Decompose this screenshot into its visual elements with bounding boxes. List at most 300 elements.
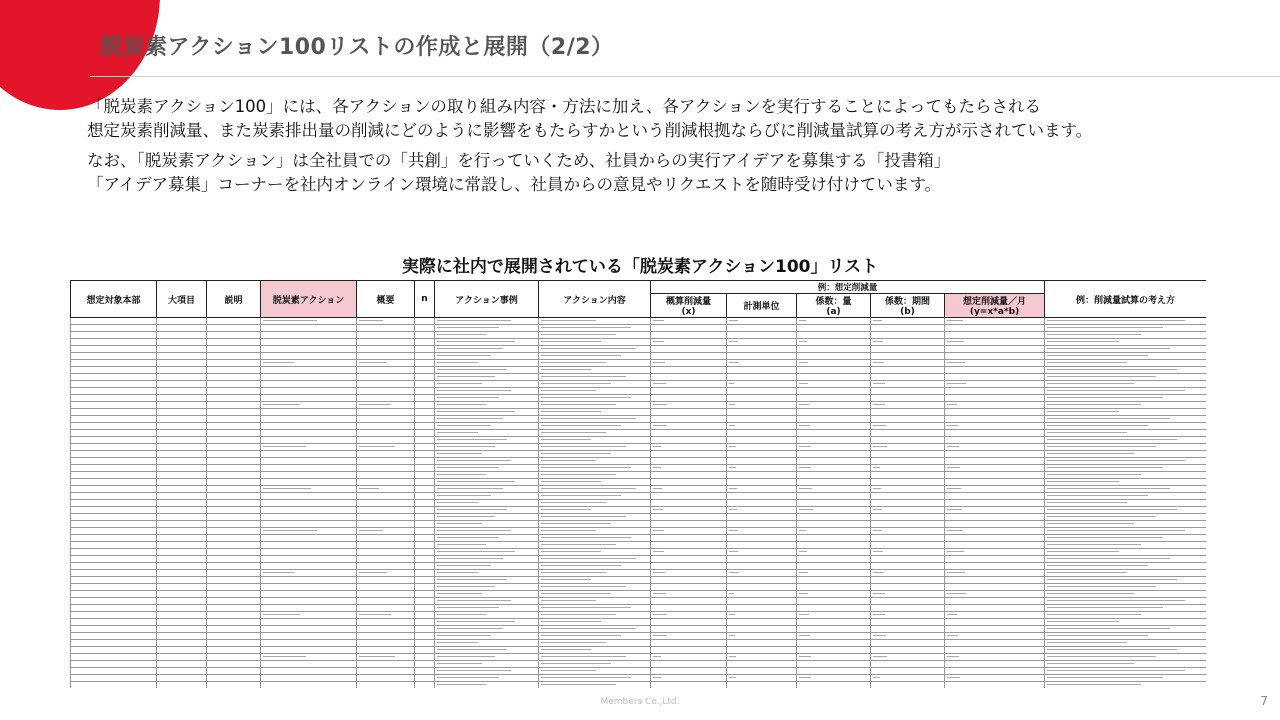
cell-text-placeholder (541, 509, 591, 510)
table-cell (415, 416, 435, 423)
table-cell (945, 675, 1045, 682)
cell-text-placeholder (1047, 572, 1127, 573)
table-cell (797, 367, 871, 374)
cell-text-placeholder (437, 432, 478, 433)
table-cell (207, 577, 261, 584)
cell-text-placeholder (541, 649, 591, 650)
table-row (71, 479, 1207, 486)
table-cell (727, 374, 797, 381)
cell-text-placeholder (799, 572, 808, 573)
table-row (71, 647, 1207, 654)
table-cell (157, 451, 207, 458)
cell-text-placeholder (799, 488, 812, 489)
header-calc-line2: (x) (681, 307, 696, 317)
table-cell (157, 339, 207, 346)
cell-text-placeholder (653, 593, 666, 594)
table-cell (797, 465, 871, 472)
table-cell (357, 360, 415, 367)
table-cell (261, 514, 357, 521)
table-cell (435, 598, 539, 605)
table-cell (207, 451, 261, 458)
table-cell (651, 451, 727, 458)
table-cell (945, 374, 1045, 381)
table-cell (415, 682, 435, 689)
cell-text-placeholder (437, 446, 495, 447)
header-coef-a (797, 294, 871, 318)
table-row (71, 626, 1207, 633)
cell-text-placeholder (541, 600, 596, 601)
table-cell (945, 633, 1045, 640)
cell-text-placeholder (1047, 474, 1141, 475)
table-cell (539, 360, 651, 367)
cell-text-placeholder (263, 614, 300, 615)
table-cell (357, 325, 415, 332)
table-cell (71, 514, 157, 521)
cell-text-placeholder (437, 670, 511, 671)
table-cell (539, 479, 651, 486)
table-cell (71, 458, 157, 465)
table-cell (797, 423, 871, 430)
table-cell (945, 325, 1045, 332)
table-cell (435, 640, 539, 647)
table-cell (945, 423, 1045, 430)
table-cell (797, 451, 871, 458)
header-major: 大項目 (157, 281, 207, 318)
cell-text-placeholder (947, 488, 961, 489)
table-cell (651, 570, 727, 577)
table-cell (945, 605, 1045, 612)
cell-text-placeholder (1047, 516, 1156, 517)
table-cell (157, 528, 207, 535)
table-cell (539, 416, 651, 423)
cell-text-placeholder (437, 453, 482, 454)
cell-text-placeholder (947, 320, 963, 321)
table-cell (945, 493, 1045, 500)
table-cell (651, 465, 727, 472)
table-cell (357, 647, 415, 654)
table-cell (435, 668, 539, 675)
table-cell (207, 682, 261, 689)
cell-text-placeholder (437, 656, 495, 657)
table-cell (71, 507, 157, 514)
cell-text-placeholder (799, 635, 810, 636)
table-cell (727, 360, 797, 367)
cell-text-placeholder (1047, 509, 1177, 510)
table-cell (71, 675, 157, 682)
table-cell (945, 486, 1045, 493)
cell-text-placeholder (873, 320, 882, 321)
table-cell (871, 682, 945, 689)
table-cell (871, 381, 945, 388)
table-cell (871, 493, 945, 500)
table-cell (945, 332, 1045, 339)
table-cell (415, 430, 435, 437)
table-cell (651, 493, 727, 500)
table-cell (1045, 647, 1206, 654)
table-cell (261, 675, 357, 682)
table-cell (539, 521, 651, 528)
cell-text-placeholder (947, 677, 960, 678)
table-cell (797, 388, 871, 395)
table-cell (357, 458, 415, 465)
table-cell (539, 528, 651, 535)
table-cell (435, 563, 539, 570)
table-cell (207, 479, 261, 486)
table-cell (261, 612, 357, 619)
table-cell (797, 472, 871, 479)
table-cell (945, 465, 1045, 472)
cell-text-placeholder (541, 348, 636, 349)
table-cell (1045, 451, 1206, 458)
cell-text-placeholder (873, 488, 881, 489)
table-cell (651, 339, 727, 346)
table-cell (207, 605, 261, 612)
table-cell (207, 535, 261, 542)
table-cell (727, 654, 797, 661)
table-cell (797, 633, 871, 640)
table-cell (415, 388, 435, 395)
table-cell (1045, 675, 1206, 682)
table-row (71, 528, 1207, 535)
cell-text-placeholder (799, 551, 807, 552)
table-cell (1045, 654, 1206, 661)
table-cell (157, 640, 207, 647)
table-cell (797, 325, 871, 332)
table-cell (797, 640, 871, 647)
table-cell (871, 437, 945, 444)
table-cell (651, 381, 727, 388)
cell-text-placeholder (799, 656, 811, 657)
table-cell (261, 528, 357, 535)
table-cell (797, 500, 871, 507)
table-cell (71, 577, 157, 584)
table-cell (435, 402, 539, 409)
cell-text-placeholder (799, 593, 808, 594)
table-cell (727, 423, 797, 430)
table-cell (207, 514, 261, 521)
table-row (71, 318, 1207, 325)
table-cell (945, 514, 1045, 521)
table-cell (539, 325, 651, 332)
cell-text-placeholder (653, 572, 665, 573)
cell-text-placeholder (1047, 502, 1127, 503)
cell-text-placeholder (437, 397, 499, 398)
table-cell (435, 556, 539, 563)
cell-text-placeholder (947, 425, 958, 426)
table-cell (797, 528, 871, 535)
table-cell (945, 430, 1045, 437)
cell-text-placeholder (541, 677, 631, 678)
header-basis: 例：削減量試算の考え方 (1045, 281, 1206, 318)
table-cell (727, 619, 797, 626)
table-cell (357, 661, 415, 668)
table-cell (157, 486, 207, 493)
table-cell (1045, 437, 1206, 444)
cell-text-placeholder (1047, 558, 1170, 559)
table-cell (207, 654, 261, 661)
table-cell (871, 647, 945, 654)
action-list-body (71, 318, 1207, 689)
cell-text-placeholder (1047, 404, 1141, 405)
table-cell (651, 395, 727, 402)
table-cell (435, 584, 539, 591)
cell-text-placeholder (947, 551, 964, 552)
table-cell (261, 591, 357, 598)
table-cell (727, 402, 797, 409)
cell-text-placeholder (541, 516, 626, 517)
table-row (71, 542, 1207, 549)
table-cell (651, 640, 727, 647)
table-cell (261, 633, 357, 640)
table-cell (945, 458, 1045, 465)
table-cell (71, 465, 157, 472)
table-cell (207, 549, 261, 556)
cell-text-placeholder (437, 425, 491, 426)
table-cell (651, 409, 727, 416)
table-cell (651, 346, 727, 353)
table-cell (415, 346, 435, 353)
cell-text-placeholder (1047, 656, 1156, 657)
cell-text-placeholder (541, 565, 621, 566)
table-cell (871, 486, 945, 493)
table-cell (71, 367, 157, 374)
table-cell (415, 367, 435, 374)
table-cell (157, 577, 207, 584)
cell-text-placeholder (947, 341, 964, 342)
table-cell (871, 374, 945, 381)
cell-text-placeholder (359, 320, 383, 321)
cell-text-placeholder (263, 404, 300, 405)
table-cell (539, 381, 651, 388)
cell-text-placeholder (653, 677, 661, 678)
table-cell (797, 682, 871, 689)
cell-text-placeholder (873, 341, 883, 342)
table-cell (261, 556, 357, 563)
table-cell (157, 388, 207, 395)
cell-text-placeholder (541, 474, 616, 475)
table-cell (1045, 668, 1206, 675)
cell-text-placeholder (437, 572, 478, 573)
cell-text-placeholder (1047, 327, 1163, 328)
table-cell (797, 577, 871, 584)
cell-text-placeholder (947, 446, 959, 447)
table-cell (207, 563, 261, 570)
table-cell (945, 360, 1045, 367)
table-cell (357, 381, 415, 388)
cell-text-placeholder (541, 593, 611, 594)
table-cell (1045, 367, 1206, 374)
cell-text-placeholder (1047, 523, 1134, 524)
table-cell (71, 451, 157, 458)
table-cell (651, 360, 727, 367)
cell-text-placeholder (437, 628, 503, 629)
table-cell (71, 668, 157, 675)
cell-text-placeholder (437, 593, 482, 594)
table-cell (797, 556, 871, 563)
cell-text-placeholder (1047, 467, 1163, 468)
cell-text-placeholder (437, 663, 482, 664)
cell-text-placeholder (1047, 544, 1141, 545)
table-cell (539, 367, 651, 374)
table-cell (261, 353, 357, 360)
cell-text-placeholder (729, 446, 736, 447)
table-row (71, 633, 1207, 640)
action-list-table-container (70, 280, 1206, 688)
cell-text-placeholder (1047, 348, 1170, 349)
table-cell (727, 668, 797, 675)
cell-text-placeholder (541, 467, 631, 468)
table-cell (157, 430, 207, 437)
table-cell (797, 598, 871, 605)
table-cell (539, 598, 651, 605)
table-cell (539, 577, 651, 584)
table-cell (651, 682, 727, 689)
table-cell (415, 577, 435, 584)
table-cell (727, 430, 797, 437)
table-cell (871, 542, 945, 549)
cell-text-placeholder (541, 453, 611, 454)
table-cell (357, 374, 415, 381)
cell-text-placeholder (437, 509, 507, 510)
table-row (71, 661, 1207, 668)
table-cell (871, 528, 945, 535)
table-cell (261, 318, 357, 325)
table-cell (357, 514, 415, 521)
cell-text-placeholder (541, 537, 631, 538)
table-cell (797, 542, 871, 549)
table-cell (945, 563, 1045, 570)
table-cell (435, 444, 539, 451)
table-cell (797, 402, 871, 409)
cell-text-placeholder (947, 509, 962, 510)
table-cell (435, 451, 539, 458)
cell-text-placeholder (1047, 614, 1141, 615)
table-cell (157, 465, 207, 472)
table-cell (415, 514, 435, 521)
cell-text-placeholder (799, 362, 808, 363)
table-cell (207, 395, 261, 402)
cell-text-placeholder (541, 551, 601, 552)
cell-text-placeholder (1047, 446, 1156, 447)
table-cell (157, 360, 207, 367)
cell-text-placeholder (541, 614, 616, 615)
table-row (71, 444, 1207, 451)
table-cell (727, 542, 797, 549)
table-cell (71, 339, 157, 346)
table-cell (727, 633, 797, 640)
table-cell (797, 374, 871, 381)
cell-text-placeholder (1047, 432, 1127, 433)
table-cell (727, 640, 797, 647)
table-cell (797, 507, 871, 514)
table-cell (357, 437, 415, 444)
cell-text-placeholder (1047, 600, 1185, 601)
table-cell (157, 647, 207, 654)
table-cell (357, 409, 415, 416)
table-cell (157, 563, 207, 570)
table-cell (945, 479, 1045, 486)
table-cell (797, 346, 871, 353)
table-cell (357, 500, 415, 507)
cell-text-placeholder (873, 446, 887, 447)
cell-text-placeholder (653, 614, 667, 615)
table-cell (945, 444, 1045, 451)
table-cell (435, 528, 539, 535)
cell-text-placeholder (541, 579, 591, 580)
table-cell (797, 570, 871, 577)
cell-text-placeholder (541, 341, 601, 342)
table-cell (797, 584, 871, 591)
table-cell (727, 612, 797, 619)
table-cell (871, 675, 945, 682)
page-number: 7 (1260, 694, 1268, 708)
table-cell (435, 381, 539, 388)
cell-text-placeholder (1047, 460, 1185, 461)
table-cell (207, 346, 261, 353)
table-cell (435, 605, 539, 612)
table-cell (71, 360, 157, 367)
table-cell (207, 528, 261, 535)
table-cell (651, 325, 727, 332)
table-cell (357, 640, 415, 647)
table-cell (1045, 430, 1206, 437)
cell-text-placeholder (729, 530, 738, 531)
table-cell (727, 605, 797, 612)
cell-text-placeholder (1047, 362, 1127, 363)
table-cell (261, 605, 357, 612)
cell-text-placeholder (437, 516, 495, 517)
table-cell (797, 339, 871, 346)
cell-text-placeholder (541, 523, 611, 524)
cell-text-placeholder (873, 467, 880, 468)
table-cell (871, 353, 945, 360)
table-cell (415, 570, 435, 577)
cell-text-placeholder (729, 362, 739, 363)
table-cell (435, 367, 539, 374)
table-cell (797, 395, 871, 402)
cell-text-placeholder (653, 509, 663, 510)
table-cell (207, 493, 261, 500)
table-cell (651, 577, 727, 584)
table-cell (651, 647, 727, 654)
cell-text-placeholder (1047, 481, 1119, 482)
table-row (71, 332, 1207, 339)
table-cell (357, 318, 415, 325)
table-cell (727, 479, 797, 486)
table-cell (157, 633, 207, 640)
table-cell (727, 570, 797, 577)
table-row (71, 325, 1207, 332)
table-cell (207, 402, 261, 409)
table-cell (1045, 612, 1206, 619)
table-cell (871, 332, 945, 339)
table-cell (727, 661, 797, 668)
table-cell (539, 374, 651, 381)
table-cell (945, 507, 1045, 514)
cell-text-placeholder (541, 635, 621, 636)
cell-text-placeholder (541, 390, 596, 391)
table-cell (651, 332, 727, 339)
header-content: アクション内容 (539, 281, 651, 318)
table-cell (415, 528, 435, 535)
table-cell (71, 535, 157, 542)
cell-text-placeholder (541, 481, 601, 482)
table-cell (651, 423, 727, 430)
table-cell (207, 675, 261, 682)
table-cell (651, 402, 727, 409)
table-cell (261, 458, 357, 465)
cell-text-placeholder (947, 656, 959, 657)
